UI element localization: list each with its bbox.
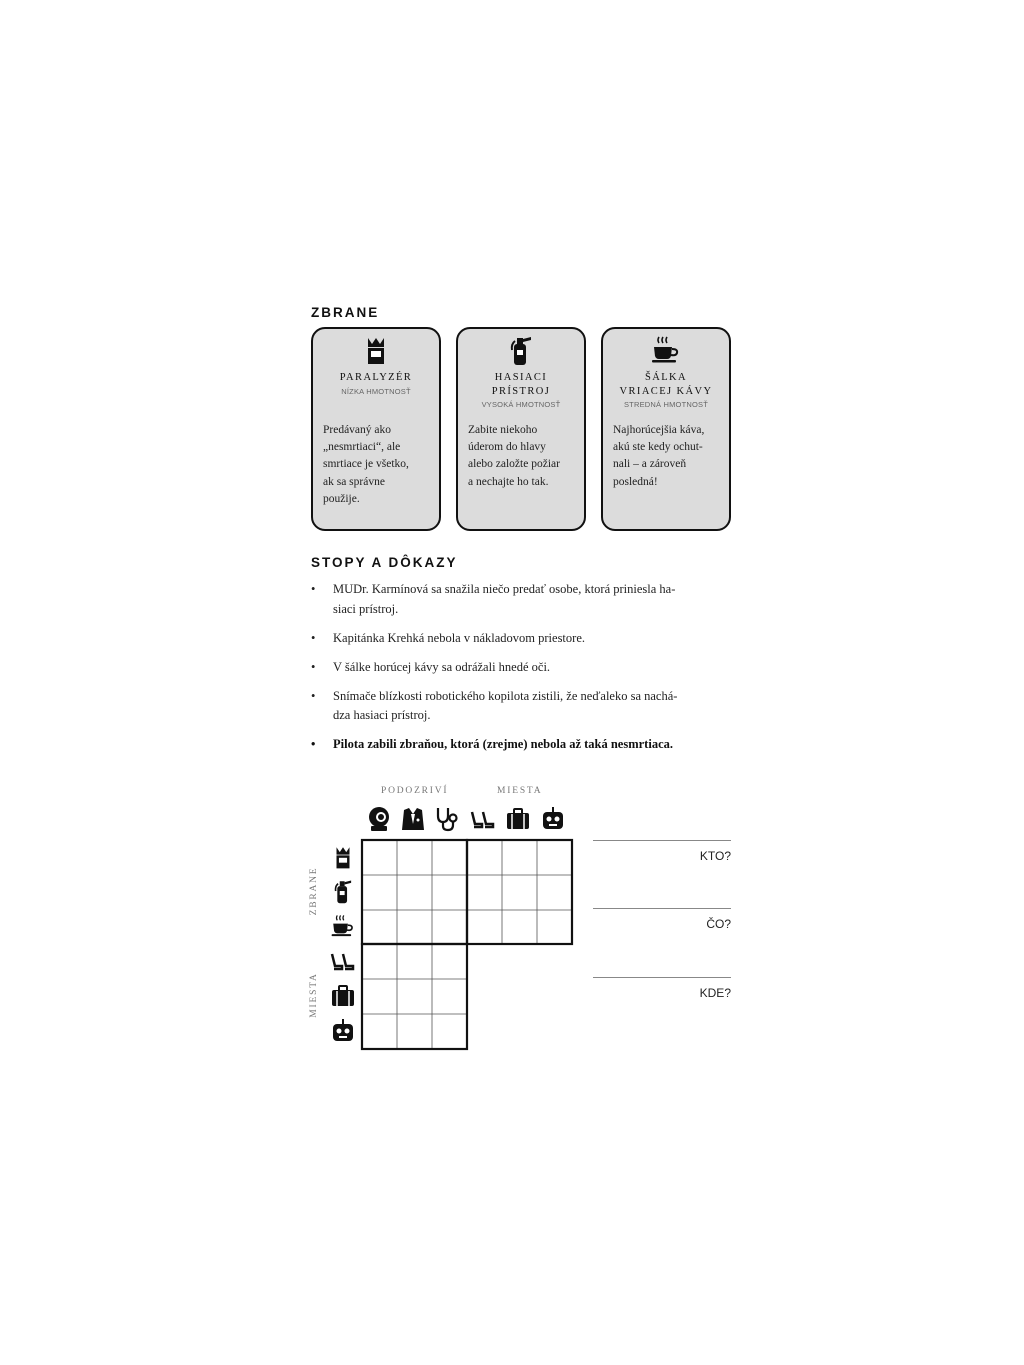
fire-extinguisher-icon bbox=[330, 878, 356, 904]
list-item: • Pilota zabili zbraňou, ktorá (zrejme) nebola až taká nesmrtiaca. bbox=[311, 737, 673, 751]
col-group-locations: MIESTA bbox=[497, 786, 543, 796]
weapons-title: ZBRANE bbox=[311, 305, 380, 320]
robot-icon bbox=[330, 1018, 356, 1044]
taser-icon bbox=[330, 844, 356, 870]
weapon-description: Predávaný ako „nesmrtiaci“, ale smrtiace je všetko, ak sa správne použije. bbox=[323, 424, 409, 505]
suitcase-icon bbox=[330, 983, 356, 1009]
logic-grid[interactable] bbox=[360, 838, 576, 1052]
fire-extinguisher-icon bbox=[458, 334, 584, 368]
coffee-cup-icon bbox=[603, 334, 729, 368]
weapon-card-extinguisher bbox=[456, 327, 586, 531]
weapon-name: PARALYZÉR bbox=[339, 372, 413, 383]
weapon-name: HASIACI PRÍSTROJ bbox=[491, 372, 551, 397]
answer-line-what[interactable] bbox=[593, 908, 731, 909]
answer-label-where: KDE? bbox=[699, 986, 731, 1000]
list-item: • V šálke horúcej kávy sa odrážali hnedé oči. bbox=[311, 659, 551, 674]
taser-icon bbox=[313, 334, 439, 368]
list-item: • Kapitánka Krehká nebola v nákladovom priestore. bbox=[311, 630, 585, 645]
coffee-cup-icon bbox=[330, 913, 356, 939]
row-group-locations: MIESTA bbox=[309, 972, 319, 1018]
answer-label-who: KTO? bbox=[699, 849, 731, 863]
col-group-suspects: PODOZRIVÍ bbox=[381, 786, 449, 796]
weapon-weight: STREDNÁ HMOTNOSŤ bbox=[623, 400, 709, 409]
stethoscope-icon bbox=[434, 806, 460, 832]
weapon-name: ŠÁLKA VRIACEJ KÁVY bbox=[619, 372, 713, 397]
weapon-description: Zabite niekoho úderom do hlavy alebo založte požiar a nechajte ho tak. bbox=[468, 424, 560, 488]
astronaut-helmet-icon bbox=[366, 806, 392, 832]
uniform-icon bbox=[400, 806, 426, 832]
clues-title: STOPY A DÔKAZY bbox=[311, 555, 458, 570]
row-group-weapons: ZBRANE bbox=[309, 866, 319, 916]
weapon-card-taser bbox=[311, 327, 441, 531]
clue-list bbox=[311, 580, 736, 764]
weapon-card-coffee bbox=[601, 327, 731, 531]
weapon-weight: NÍZKA HMOTNOSŤ bbox=[341, 386, 411, 396]
list-item: • MUDr. Karmínová sa snažila niečo predať osobe, ktorá priniesla ha- siaci prístroj. bbox=[311, 582, 676, 616]
robot-icon bbox=[540, 806, 566, 832]
seats-icon bbox=[470, 806, 496, 832]
weapon-description: Najhorúcejšia káva, akú ste kedy ochut- nali – a zároveň posledná! bbox=[613, 424, 705, 488]
answer-line-who[interactable] bbox=[593, 840, 731, 841]
answer-line-where[interactable] bbox=[593, 977, 731, 978]
answer-label-what: ČO? bbox=[706, 917, 731, 931]
suitcase-icon bbox=[505, 806, 531, 832]
weapon-weight: VYSOKÁ HMOTNOSŤ bbox=[481, 400, 561, 409]
seats-icon bbox=[330, 948, 356, 974]
list-item: • Snímače blízkosti robotického kopilota zistili, že neďaleko sa nachá- dza hasiaci prístroj. bbox=[311, 688, 678, 722]
